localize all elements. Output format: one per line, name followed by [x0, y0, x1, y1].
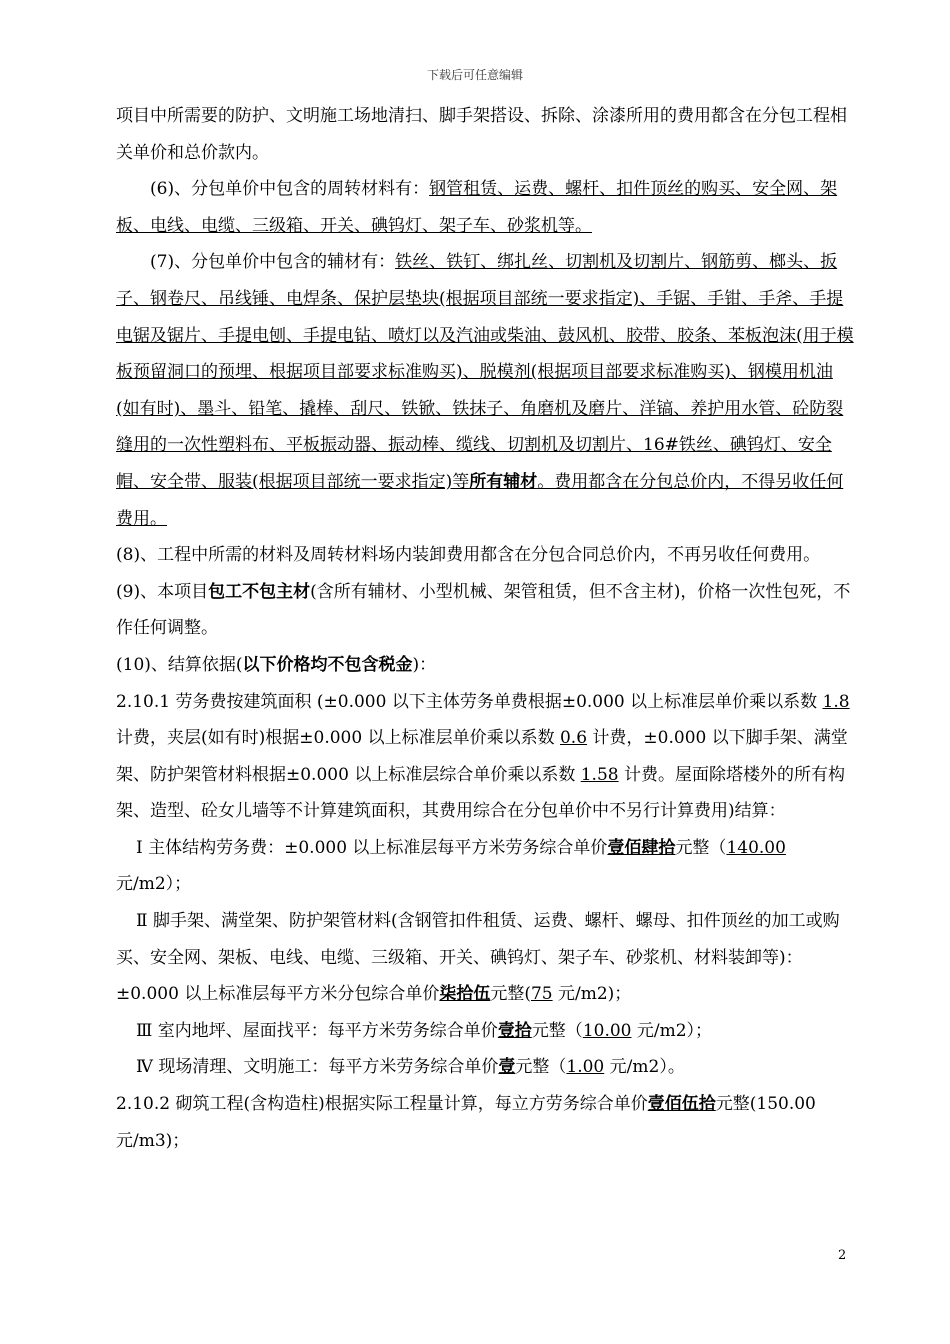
s2101-text-2: 计费，夹层(如有时)根据±0.000 以上标准层单价乘以系数 [116, 728, 560, 749]
s2102-text-1: 2.10.2 砌筑工程(含构造柱)根据实际工程量计算，每立方劳务综合单价 [116, 1094, 648, 1115]
section-2-10-1 [116, 684, 856, 830]
paragraph-settlement-basis [116, 647, 856, 684]
item2-text-3: 元/m2)； [552, 984, 632, 1005]
item-site-cleanup [116, 1049, 856, 1086]
turnover-materials-lead: (6)、分包单价中包含的周转材料有： [150, 179, 430, 200]
paragraph-auxiliary-materials [116, 244, 856, 537]
auxiliary-materials-list: 铁丝、铁钉、绑扎丝、切割机及切割片、钢筋剪、榔头、扳子、钢卷尺、吊线锤、电焊条、保护层垫块(根据项目部统一要求指定)、手锯、手钳、手斧、手提电锯及锯片、手提电刨、手提电钻、喷灯以及汽油或柴油、鼓风机、胶带、胶条、苯板泡沫(用于模板预留洞口的预埋、根据项目部要求标准购买)、脱模剂(根据项目部要求标准购买)、钢模用机油(如有时)、墨斗、铅笔、撬棒、刮尺、铁锨、铁抹子、角磨机及磨片、洋镐、养护用水管、砼防裂缝用的一次性塑料布、平板振动器、振动棒、缆线、切割机及切割片、16#铁丝、碘钨灯、安全帽、安全带、服装(根据项目部统一要求指定)等 [116, 252, 854, 492]
s2102-text-2: 元整(150.00 元/m3)； [116, 1094, 816, 1151]
s2101-text-3: 计费，±0.000 以下脚手架、满堂架、防护架管材料根据±0.000 以上标准层综合单价乘以系数 [116, 728, 848, 785]
item2-text: Ⅱ 脚手架、满堂架、防护架管材料(含钢管扣件租赁、运费、螺杆、螺母、扣件顶丝的加工或购买、安全网、架板、电线、电缆、三级箱、开关、碘钨灯、架子车、砂浆机、材料装卸等)：±0.000 以上标准层每平方米分包综合单价 [116, 911, 840, 1005]
item-scaffolding [116, 903, 856, 1013]
item1-amount-chinese: 壹佰肆拾 [607, 837, 676, 858]
s2101-text-1: 2.10.1 劳务费按建筑面积 (±0.000 以下主体劳务单费根据±0.000 以上标准层单价乘以系数 [116, 691, 823, 712]
item3-text: Ⅲ 室内地坪、屋面找平：每平方米劳务综合单价 [136, 1020, 498, 1041]
paragraph-protection-costs: 项目中所需要的防护、文明施工场地清扫、脚手架搭设、拆除、涂漆所用的费用都含在分包工程相关单价和总价款内。 [116, 106, 847, 163]
item2-text-2: 元整( [490, 984, 531, 1005]
paragraph-handling-costs: (8)、工程中所需的材料及周转材料场内装卸费用都含在分包合同总价内，不再另收任何费用。 [116, 545, 821, 566]
labor-only-tail: (含所有辅材、小型机械、架管租赁，但不含主材)，价格一次性包死，不作任何调整。 [116, 581, 851, 639]
item4-text-2: 元整（ [515, 1057, 567, 1078]
item4-text-3: 元/m2）。 [604, 1057, 685, 1078]
s2101-text-4: 计费。屋面除塔楼外的所有构架、造型、砼女儿墙等不计算建筑面积，其费用综合在分包单价中不另行计算费用)结算： [116, 764, 845, 822]
auxiliary-materials-bold: 所有辅材 [469, 471, 538, 492]
item4-amount-chinese: 壹 [498, 1057, 516, 1078]
item1-text-2: 元整（ [675, 837, 727, 858]
page-number: 2 [838, 1248, 847, 1263]
s2101-coefficient-3: 1.58 [580, 764, 619, 785]
item3-amount-chinese: 壹拾 [497, 1020, 532, 1041]
page-header: 下载后可任意编辑 [426, 68, 523, 82]
document-body [116, 98, 856, 1159]
s2102-amount-chinese: 壹佰伍拾 [647, 1094, 716, 1115]
item3-text-3: 元/m2）； [631, 1020, 713, 1041]
s2101-coefficient-2: 0.6 [559, 728, 588, 749]
labor-only-lead: (9)、本项目 [116, 581, 209, 602]
turnover-materials-list: 钢管租赁、运费、螺杆、扣件顶丝的购买、安全网、架板、电线、电缆、三级箱、开关、碘钨灯、架子车、砂浆机等。 [116, 179, 838, 236]
settlement-bold: 以下价格均不包含税金 [242, 654, 413, 675]
item-structure-labor [116, 830, 856, 903]
item4-text: Ⅳ 现场清理、文明施工：每平方米劳务综合单价 [136, 1057, 499, 1078]
item3-text-2: 元整（ [531, 1020, 583, 1041]
section-2-10-2 [116, 1086, 856, 1159]
item4-amount-number: 1.00 [566, 1057, 605, 1078]
settlement-lead: (10)、结算依据( [116, 654, 243, 675]
item1-text: Ⅰ 主体结构劳务费：±0.000 以上标准层每平方米劳务综合单价 [136, 837, 608, 858]
paragraph-turnover-materials [116, 171, 856, 244]
auxiliary-materials-tail: 。费用都含在分包总价内，不得另收任何费用。 [116, 471, 844, 529]
auxiliary-materials-lead: (7)、分包单价中包含的辅材有： [150, 252, 396, 273]
item2-amount-chinese: 柒拾伍 [439, 984, 491, 1005]
item1-amount-number: 140.00 [726, 837, 786, 858]
paragraph-labor-only [116, 574, 856, 647]
item-floor-leveling [116, 1013, 856, 1050]
s2101-coefficient-1: 1.8 [822, 691, 850, 712]
item1-text-3: 元/m2）； [116, 874, 192, 895]
settlement-tail: )： [412, 654, 437, 675]
item3-amount-number: 10.00 [582, 1020, 632, 1041]
labor-only-bold: 包工不包主材 [208, 581, 311, 602]
item2-amount-number: 75 [530, 984, 553, 1005]
